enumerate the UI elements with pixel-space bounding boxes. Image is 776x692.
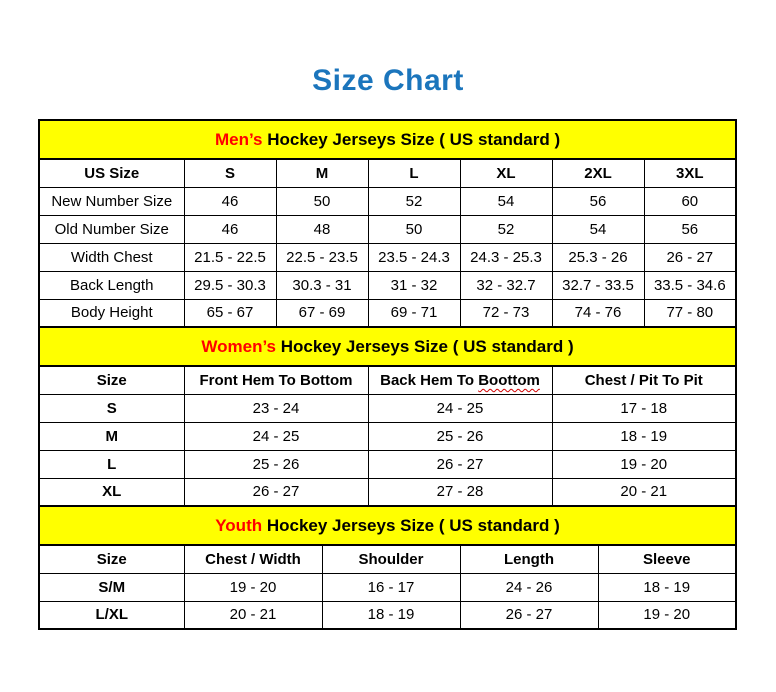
cell-value: 48 bbox=[276, 215, 368, 243]
table-row bbox=[39, 271, 736, 299]
cell-value: 65 - 67 bbox=[184, 299, 276, 327]
cell-value: 25 - 26 bbox=[368, 422, 552, 450]
youth-size-table bbox=[38, 505, 737, 630]
row-label: Old Number Size bbox=[39, 215, 184, 243]
row-label: Width Chest bbox=[39, 243, 184, 271]
youth-section-heading bbox=[39, 506, 736, 545]
cell-value: 46 bbox=[184, 215, 276, 243]
cell-value: 24 - 25 bbox=[368, 394, 552, 422]
womens-size-table bbox=[38, 326, 737, 507]
table-row bbox=[39, 450, 736, 478]
column-header: S bbox=[184, 159, 276, 187]
mens-size-table bbox=[38, 119, 737, 328]
cell-value: 32 - 32.7 bbox=[460, 271, 552, 299]
column-header: Chest / Width bbox=[184, 545, 322, 573]
cell-value: 33.5 - 34.6 bbox=[644, 271, 736, 299]
cell-value: 50 bbox=[368, 215, 460, 243]
cell-value: 54 bbox=[552, 215, 644, 243]
row-label: S/M bbox=[39, 573, 184, 601]
table-row bbox=[39, 243, 736, 271]
cell-value: 19 - 20 bbox=[184, 573, 322, 601]
cell-value: 16 - 17 bbox=[322, 573, 460, 601]
table-row bbox=[39, 215, 736, 243]
table-row bbox=[39, 299, 736, 327]
row-label: M bbox=[39, 422, 184, 450]
column-header: Shoulder bbox=[322, 545, 460, 573]
cell-value: 77 - 80 bbox=[644, 299, 736, 327]
column-header: US Size bbox=[39, 159, 184, 187]
cell-value: 29.5 - 30.3 bbox=[184, 271, 276, 299]
cell-value: 23 - 24 bbox=[184, 394, 368, 422]
womens-section-heading bbox=[39, 327, 736, 366]
cell-value: 19 - 20 bbox=[552, 450, 736, 478]
cell-value: 24 - 25 bbox=[184, 422, 368, 450]
cell-value: 22.5 - 23.5 bbox=[276, 243, 368, 271]
cell-value: 18 - 19 bbox=[552, 422, 736, 450]
cell-value: 46 bbox=[184, 187, 276, 215]
cell-value: 18 - 19 bbox=[598, 573, 736, 601]
cell-value: 54 bbox=[460, 187, 552, 215]
row-label: Back Length bbox=[39, 271, 184, 299]
cell-value: 52 bbox=[460, 215, 552, 243]
cell-value: 24.3 - 25.3 bbox=[460, 243, 552, 271]
cell-value: 26 - 27 bbox=[184, 478, 368, 506]
column-header: Front Hem To Bottom bbox=[184, 366, 368, 394]
cell-value: 72 - 73 bbox=[460, 299, 552, 327]
row-label: XL bbox=[39, 478, 184, 506]
column-header: XL bbox=[460, 159, 552, 187]
section-heading-cell bbox=[39, 506, 736, 545]
column-header: M bbox=[276, 159, 368, 187]
youth-column-header-row bbox=[39, 545, 736, 573]
cell-value: 67 - 69 bbox=[276, 299, 368, 327]
cell-value: 27 - 28 bbox=[368, 478, 552, 506]
table-row bbox=[39, 422, 736, 450]
cell-value: 69 - 71 bbox=[368, 299, 460, 327]
column-header: Chest / Pit To Pit bbox=[552, 366, 736, 394]
column-header: Size bbox=[39, 545, 184, 573]
cell-value: 56 bbox=[552, 187, 644, 215]
table-row bbox=[39, 478, 736, 506]
section-heading-rest: Hockey Jerseys Size ( US standard ) bbox=[262, 515, 560, 535]
cell-value: 18 - 19 bbox=[322, 601, 460, 629]
cell-value: 21.5 - 22.5 bbox=[184, 243, 276, 271]
table-row bbox=[39, 187, 736, 215]
table-row bbox=[39, 394, 736, 422]
cell-value: 23.5 - 24.3 bbox=[368, 243, 460, 271]
row-label: New Number Size bbox=[39, 187, 184, 215]
table-row bbox=[39, 573, 736, 601]
cell-value: 56 bbox=[644, 215, 736, 243]
row-label: L/XL bbox=[39, 601, 184, 629]
column-header: Back Hem To Boottom bbox=[368, 366, 552, 394]
cell-value: 30.3 - 31 bbox=[276, 271, 368, 299]
cell-value: 52 bbox=[368, 187, 460, 215]
row-label: L bbox=[39, 450, 184, 478]
section-heading-cell bbox=[39, 327, 736, 366]
section-heading-accent: Women’s bbox=[201, 336, 276, 356]
column-header: L bbox=[368, 159, 460, 187]
column-header: Sleeve bbox=[598, 545, 736, 573]
cell-value: 20 - 21 bbox=[552, 478, 736, 506]
size-chart bbox=[38, 119, 735, 630]
section-heading-rest: Hockey Jerseys Size ( US standard ) bbox=[276, 336, 574, 356]
section-heading-cell bbox=[39, 120, 736, 159]
cell-value: 25.3 - 26 bbox=[552, 243, 644, 271]
cell-value: 60 bbox=[644, 187, 736, 215]
row-label: Body Height bbox=[39, 299, 184, 327]
column-header: 3XL bbox=[644, 159, 736, 187]
cell-value: 25 - 26 bbox=[184, 450, 368, 478]
cell-value: 20 - 21 bbox=[184, 601, 322, 629]
column-header: 2XL bbox=[552, 159, 644, 187]
mens-section-heading bbox=[39, 120, 736, 159]
column-header: Size bbox=[39, 366, 184, 394]
cell-value: 26 - 27 bbox=[644, 243, 736, 271]
cell-value: 24 - 26 bbox=[460, 573, 598, 601]
cell-value: 19 - 20 bbox=[598, 601, 736, 629]
cell-value: 17 - 18 bbox=[552, 394, 736, 422]
cell-value: 32.7 - 33.5 bbox=[552, 271, 644, 299]
cell-value: 31 - 32 bbox=[368, 271, 460, 299]
cell-value: 50 bbox=[276, 187, 368, 215]
section-heading-accent: Men’s bbox=[214, 129, 263, 149]
section-heading-accent: Youth bbox=[215, 515, 263, 535]
section-heading-rest: Hockey Jerseys Size ( US standard ) bbox=[262, 129, 561, 149]
table-row bbox=[39, 601, 736, 629]
mens-column-header-row bbox=[39, 159, 736, 187]
misspelled-word: Boottom bbox=[478, 371, 540, 389]
cell-value: 26 - 27 bbox=[460, 601, 598, 629]
row-label: S bbox=[39, 394, 184, 422]
column-header: Length bbox=[460, 545, 598, 573]
womens-column-header-row bbox=[39, 366, 736, 394]
page-title: Size Chart bbox=[312, 64, 464, 97]
cell-value: 26 - 27 bbox=[368, 450, 552, 478]
cell-value: 74 - 76 bbox=[552, 299, 644, 327]
